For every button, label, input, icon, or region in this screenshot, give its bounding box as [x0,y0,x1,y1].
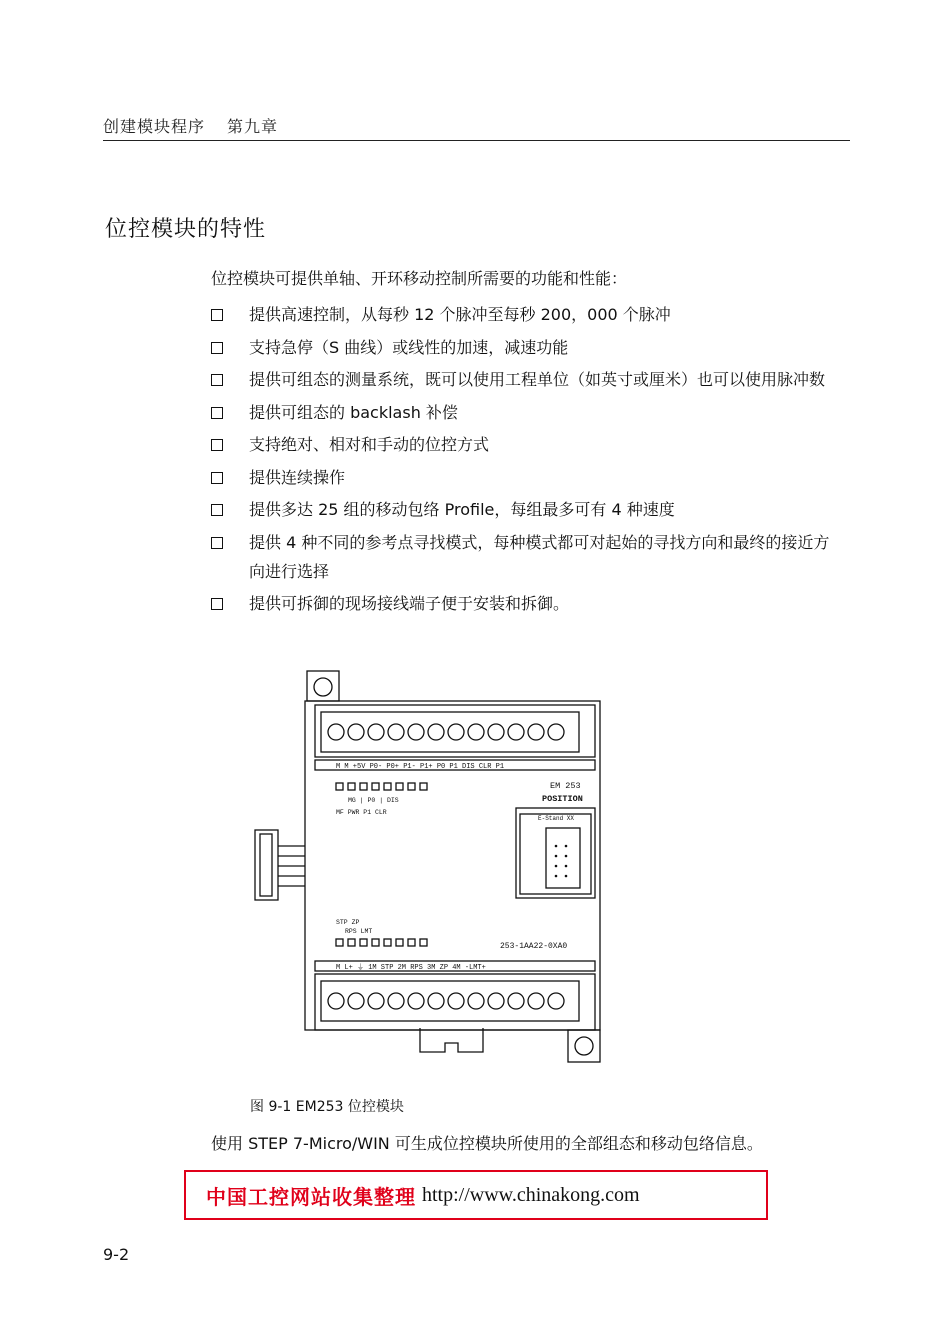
bottom-mount-hole-icon [575,1037,593,1055]
feature-item: 支持急停（S 曲线）或线性的加速，减速功能 [211,333,841,362]
led-labels-bottom: MF PWR P1 CLR [336,809,387,816]
watermark-text: 中国工控网站收集整理 [206,1184,416,1209]
feature-item: 提供可拆御的现场接线端子便于安装和拆御。 [211,589,841,618]
order-number: 253-1AA22-0XA0 [500,942,568,951]
em253-module-drawing [250,668,605,1068]
expansion-pins [555,845,568,878]
checkbox-bullet-icon [211,439,223,451]
checkbox-bullet-icon [211,504,223,516]
section-title: 位控模块的特性 [105,217,267,242]
feature-item: 提供多达 25 组的移动包络 Profile，每组最多可有 4 种速度 [211,495,841,524]
checkbox-bullet-icon [211,407,223,419]
top-screw-terminals [328,724,564,740]
watermark-banner [184,1170,768,1220]
checkbox-bullet-icon [211,472,223,484]
led-labels-lower-mid: RPS LMT [345,928,373,935]
closing-paragraph: 使用 STEP 7-Micro/WIN 可生成位控模块所使用的全部组态和移动包络信息。 [211,1134,763,1153]
bottom-terminal-labels: M L+ ⏚ 1M STP 2M RPS 3M ZP 4M -LMT+ [336,964,486,972]
status-leds-lower [336,939,427,946]
header-rule [103,140,850,141]
page-number: 9-2 [103,1245,130,1264]
bottom-screw-terminals [328,993,564,1009]
model-sub-label: POSITION [542,794,583,804]
figure-caption: 图 9-1 EM253 位控模块 [250,1099,404,1115]
ribbon-cable [278,846,305,886]
ribbon-connector [255,830,278,900]
status-leds-upper [336,783,427,790]
model-label: EM 253 [550,781,581,791]
feature-item: 提供高速控制，从每秒 12 个脉冲至每秒 200，000 个脉冲 [211,300,841,329]
top-terminal-labels: M M +5V P0- P0+ P1- P1+ P0 P1 DIS CLR P1 [336,763,505,771]
running-header [103,114,278,137]
header-chapter: 第九章 [227,117,279,136]
checkbox-bullet-icon [211,537,223,549]
led-labels-top: MG | P0 | DIS [348,797,399,804]
watermark-url: http://www.chinakong.com [422,1183,640,1206]
checkbox-bullet-icon [211,598,223,610]
feature-item: 提供 4 种不同的参考点寻找模式，每种模式都可对起始的寻找方向和最终的接近方向进行选择 [211,528,841,586]
feature-item: 提供可组态的测量系统，既可以使用工程单位（如英寸或厘米）也可以使用脉冲数 [211,365,841,394]
top-terminal-block [315,705,595,757]
feature-item: 提供可组态的 backlash 补偿 [211,398,841,427]
feature-item: 提供连续操作 [211,463,841,492]
led-labels-lower-top: STP ZP [336,919,360,926]
intro-paragraph: 位控模块可提供单轴、开环移动控制所需要的功能和性能： [211,269,628,288]
bottom-mount-tab [568,1030,600,1062]
checkbox-bullet-icon [211,374,223,386]
feature-item: 支持绝对、相对和手动的位控方式 [211,430,841,459]
din-rail-clip [420,1028,483,1052]
expansion-label: E-Stand XX [538,815,575,822]
checkbox-bullet-icon [211,309,223,321]
top-mount-hole-icon [314,678,332,696]
feature-list [211,300,841,622]
header-section: 创建模块程序 [103,117,206,136]
checkbox-bullet-icon [211,342,223,354]
